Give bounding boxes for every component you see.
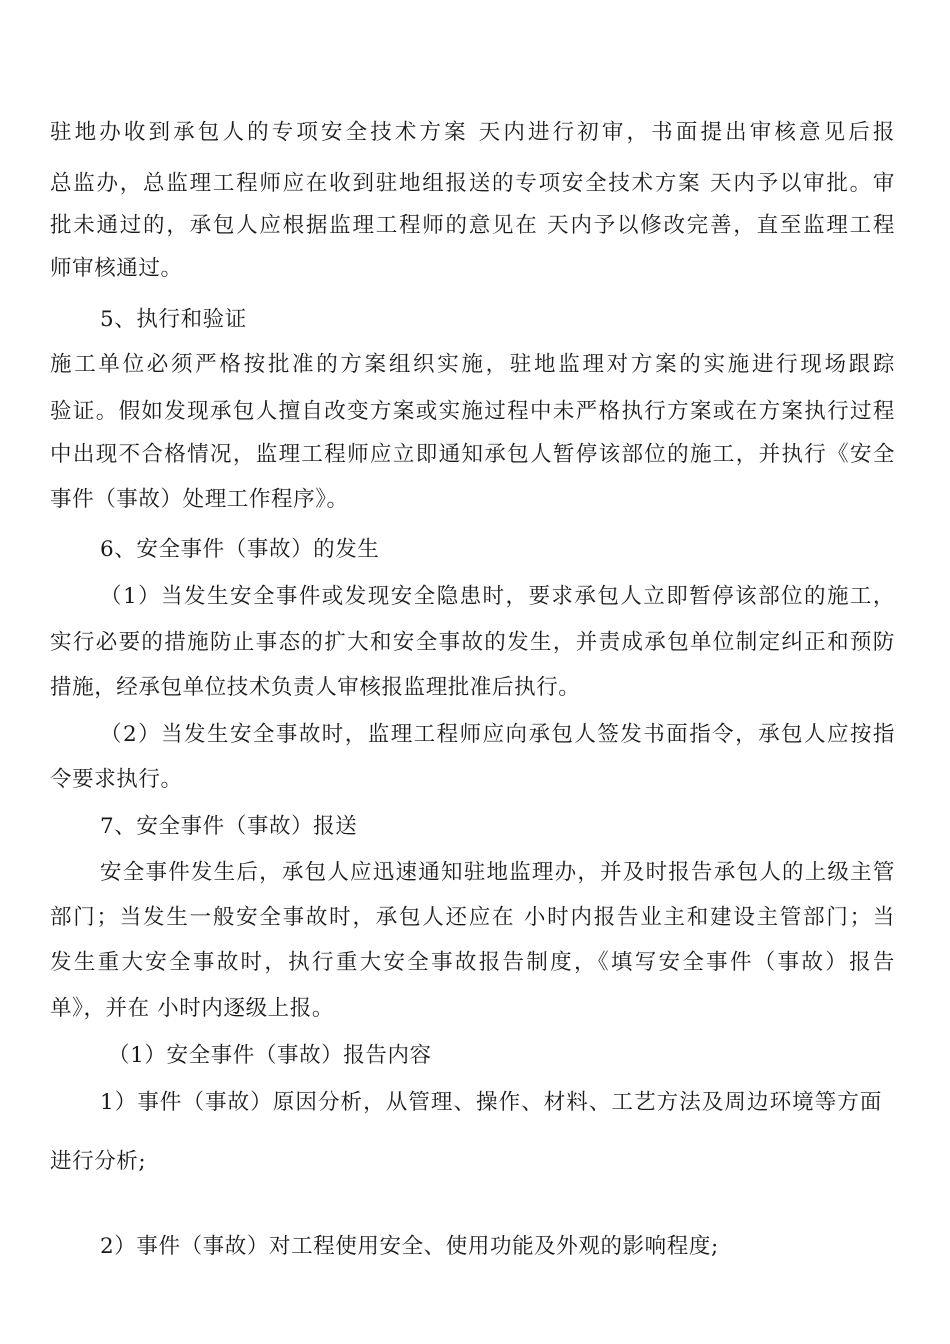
section-heading: 6、安全事件（事故）的发生 — [100, 537, 380, 562]
paragraph-line: 措施，经承包单位技术负责人审核报监理批准后执行。 — [50, 675, 581, 700]
list-item-continuation: 进行分析; — [50, 1149, 147, 1174]
paragraph-line: 安全事件发生后，承包人应迅速通知驻地监理办，并及时报告承包人的上级主管 — [100, 860, 895, 885]
paragraph-line: 批未通过的，承包人应根据监理工程师的意见在 天内予以修改完善，直至监理工程 — [50, 213, 895, 238]
paragraph-line: 验证。假如发现承包人擅自改变方案或实施过程中未严格执行方案或在方案执行过程 — [50, 399, 895, 424]
paragraph-line: 师审核通过。 — [50, 256, 183, 281]
paragraph-line: 发生重大安全事故时，执行重大安全事故报告制度，《填写安全事件（事故）报告 — [50, 950, 895, 975]
paragraph-line: 总监办，总监理工程师应在收到驻地组报送的专项安全技术方案 天内予以审批。审 — [50, 171, 895, 196]
list-item: 2）事件（事故）对工程使用安全、使用功能及外观的影响程度; — [100, 1234, 719, 1259]
paragraph-line: 单》，并在 小时内逐级上报。 — [50, 996, 334, 1021]
paragraph-line: 施工单位必须严格按批准的方案组织实施，驻地监理对方案的实施进行现场跟踪 — [50, 352, 895, 377]
section-heading: 5、执行和验证 — [100, 307, 247, 332]
paragraph-line: 中出现不合格情况，监理工程师应立即通知承包人暂停该部位的施工，并执行《安全 — [50, 442, 895, 467]
paragraph-line: （1）当发生安全事件或发现安全隐患时，要求承包人立即暂停该部位的施工， — [100, 584, 895, 609]
paragraph-line: 事件（事故）处理工作程序》。 — [50, 487, 349, 512]
subsection-heading: （1）安全事件（事故）报告内容 — [108, 1043, 432, 1068]
paragraph-line: 驻地办收到承包人的专项安全技术方案 天内进行初审，书面提出审核意见后报 — [50, 120, 895, 145]
paragraph-line: 实行必要的措施防止事态的扩大和安全事故的发生，并责成承包单位制定纠正和预防 — [50, 630, 895, 655]
section-heading: 7、安全事件（事故）报送 — [100, 814, 358, 839]
paragraph-line: 部门；当发生一般安全事故时，承包人还应在 小时内报告业主和建设主管部门；当 — [50, 905, 895, 930]
paragraph-line: （2）当发生安全事故时，监理工程师应向承包人签发书面指令，承包人应按指 — [100, 722, 895, 747]
paragraph-line: 令要求执行。 — [50, 767, 183, 792]
list-item: 1）事件（事故）原因分析，从管理、操作、材料、工艺方法及周边环境等方面 — [100, 1090, 882, 1115]
